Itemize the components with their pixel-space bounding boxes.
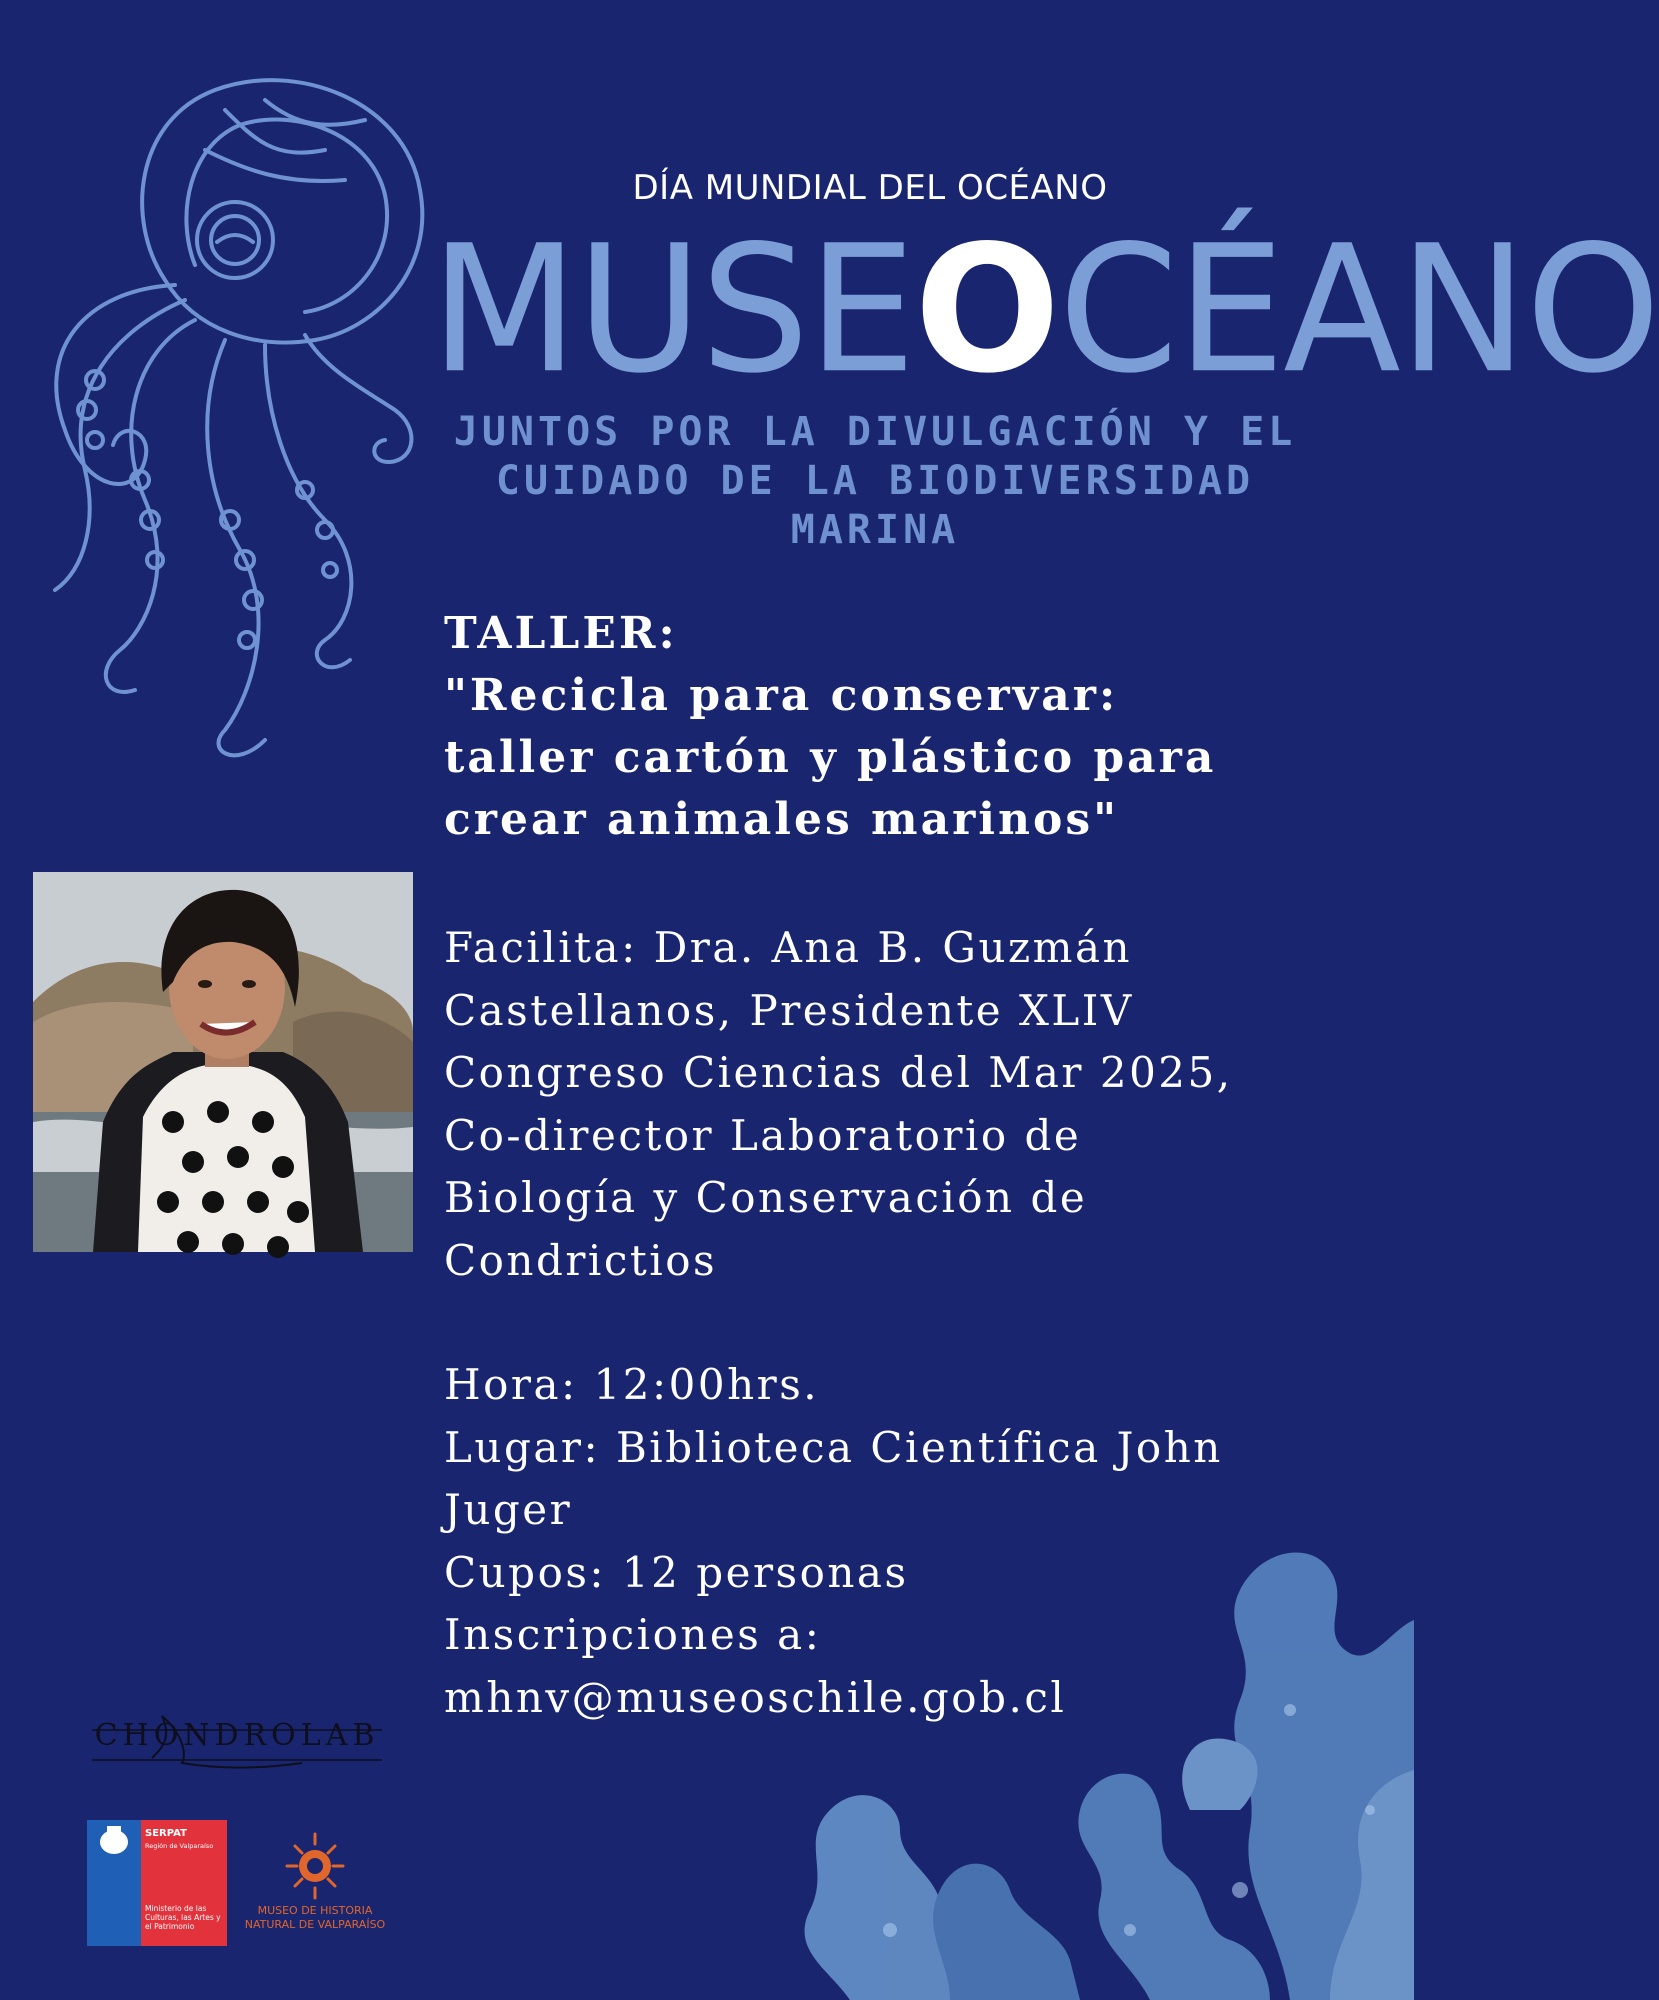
- event-subtitle: [445, 408, 1305, 555]
- place-line: Lugar: Biblioteca Científica John: [444, 1422, 1223, 1472]
- serpat-title: SERPAT: [145, 1828, 187, 1839]
- serpat-red-panel: [141, 1820, 227, 1946]
- facilitator-portrait-icon: [33, 872, 413, 1252]
- capacity-line: Cupos: 12 personas: [444, 1547, 909, 1597]
- facilitator-line: Co-director Laboratorio de: [444, 1110, 1082, 1160]
- subtitle-line: CUIDADO DE LA BIODIVERSIDAD: [495, 458, 1255, 504]
- place-line-continued: Juger: [444, 1485, 573, 1534]
- spacer: [444, 1292, 1374, 1354]
- facilitator-line: Castellanos, Presidente XLIV: [444, 985, 1134, 1035]
- chondrolab-wordmark: CHONDROLAB: [94, 1718, 380, 1753]
- workshop-title-line: taller cartón y plástico para: [444, 732, 1217, 783]
- workshop-title-line: "Recicla para conservar:: [444, 670, 1119, 721]
- event-title: [430, 206, 1659, 413]
- chile-coat-of-arms-icon: [87, 1820, 141, 1860]
- serpat-blue-panel: [87, 1820, 141, 1946]
- mhnv-line: NATURAL DE VALPARAÍSO: [244, 1918, 386, 1931]
- title-part-1: MUSE: [430, 206, 915, 413]
- chondrolab-logo: [92, 1708, 382, 1788]
- workshop-title: [444, 603, 1384, 851]
- registration-email[interactable]: mhnv@museoschile.gob.cl: [444, 1672, 1067, 1722]
- facilitator-line: Congreso Ciencias del Mar 2025,: [444, 1048, 1233, 1097]
- facilitator-line: Facilita: Dra. Ana B. Guzmán: [444, 923, 1133, 972]
- serpat-logo: [87, 1820, 227, 1946]
- serpat-region: Región de Valparaíso: [145, 1842, 214, 1850]
- facilitator-line: Condrictios: [444, 1235, 718, 1285]
- mhnv-wordmark: [240, 1904, 390, 1932]
- workshop-title-line: TALLER:: [444, 608, 678, 659]
- sun-seal-icon: [240, 1830, 390, 1902]
- facilitator-line: Biología y Conservación de: [444, 1173, 1088, 1222]
- octopus-illustration-icon: [25, 50, 435, 760]
- subtitle-line: MARINA: [790, 507, 960, 553]
- registration-label: Inscripciones a:: [444, 1610, 822, 1659]
- mhnv-line: MUSEO DE HISTORIA: [257, 1904, 373, 1917]
- workshop-title-line: crear animales marinos": [444, 794, 1120, 845]
- time-line: Hora: 12:00hrs.: [444, 1360, 820, 1409]
- coral-decoration-icon: [770, 1510, 1414, 2000]
- subtitle-line: JUNTOS POR LA DIVULGACIÓN Y EL: [453, 409, 1297, 455]
- event-eyebrow: DÍA MUNDIAL DEL OCÉANO: [632, 168, 1108, 208]
- serpat-ministry: Ministerio de las Culturas, las Artes y el Patrimonio: [145, 1904, 221, 1931]
- mhnv-logo: [240, 1830, 390, 1950]
- title-part-2: CÉANO: [1058, 206, 1659, 413]
- facilitator-photo: [33, 872, 413, 1252]
- title-accent-letter: O: [914, 206, 1059, 413]
